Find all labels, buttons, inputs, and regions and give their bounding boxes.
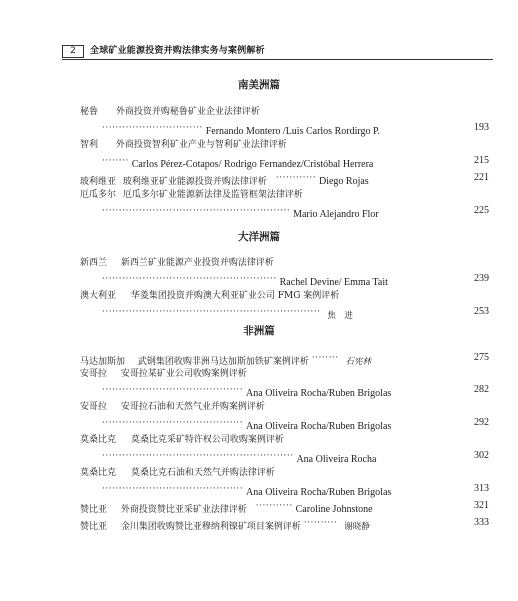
toc-entry[interactable]	[0, 290, 518, 302]
entry-author: Fernando Montero /Luis Carlos Rordirgo P.	[205, 126, 380, 137]
leader-dots: ··········································	[102, 385, 244, 395]
entry-author: Mario Alejandro Flor	[293, 209, 379, 220]
entry-title: 金川集团收购赞比亚穆纳利镍矿项目案例评析	[120, 522, 301, 532]
toc-entry[interactable]	[0, 172, 518, 187]
entry-country: 澳大利亚	[80, 291, 117, 301]
toc-entry-author-line	[0, 155, 518, 170]
toc-entry-author-line	[0, 306, 518, 321]
entry-page: 221	[474, 172, 489, 183]
entry-page: 333	[474, 517, 489, 528]
entry-country: 厄瓜多尔	[80, 190, 117, 200]
entry-title: 外商投资智利矿业产业与智利矿业法律评析	[115, 140, 287, 150]
entry-country: 安哥拉	[80, 369, 108, 379]
header-rule	[62, 59, 493, 60]
leader-dots: ························································	[102, 206, 291, 216]
entry-author: 焦 进	[327, 311, 353, 321]
toc-entry-author-line	[0, 205, 518, 220]
entry-country: 莫桑比克	[80, 435, 117, 445]
entry-page: 292	[474, 417, 489, 428]
entry-page: 215	[474, 155, 489, 166]
leader-dots: ············	[275, 173, 317, 183]
leader-dots: ··········································	[102, 418, 244, 428]
entry-page: 282	[474, 384, 489, 395]
running-header	[62, 45, 489, 58]
toc-entry[interactable]	[0, 189, 518, 201]
toc-entry[interactable]	[0, 257, 518, 269]
leader-dots: ····················································	[102, 274, 277, 284]
leader-dots: ········	[311, 353, 339, 363]
entry-title: 武钢集团收购非洲马达加斯加铁矿案例评析	[137, 357, 309, 367]
leader-dots: ·································································	[102, 307, 321, 317]
entry-author: Carlos Pérez-Cotapos/ Rodrigo Fernandez/Cristóbal Herrera	[131, 159, 374, 170]
entry-page: 239	[474, 273, 489, 284]
leader-dots: ·························································	[102, 451, 294, 461]
leader-dots: ···········	[255, 501, 293, 511]
toc-entry-author-line	[0, 450, 518, 465]
entry-author: 石宪林	[345, 357, 372, 367]
leader-dots: ··········	[303, 518, 338, 528]
entry-author: Caroline Johnstone	[295, 504, 373, 515]
entry-page: 313	[474, 483, 489, 494]
section-title-africa: 非洲篇	[243, 325, 275, 337]
entry-country: 赞比亚	[80, 505, 108, 515]
entry-title: 外商投资赞比亚采矿业法律评析	[120, 505, 247, 515]
leader-dots: ······························	[102, 123, 203, 133]
toc-entry-author-line	[0, 417, 518, 432]
toc-entry[interactable]	[0, 139, 518, 151]
leader-dots: ········	[102, 156, 129, 166]
toc-entry-author-line	[0, 273, 518, 288]
toc-entry-author-line	[0, 483, 518, 498]
entry-author: Ana Oliveira Rocha/Ruben Brigolas	[246, 421, 392, 432]
entry-author: Diego Rojas	[318, 176, 369, 187]
toc-entry[interactable]	[0, 368, 518, 380]
entry-title: 莫桑比克石油和天然气并购法律评析	[130, 468, 275, 478]
entry-author: Ana Oliveira Rocha/Ruben Brigolas	[246, 388, 392, 399]
section-title-south-america: 南美洲篇	[238, 79, 280, 91]
toc-entry[interactable]	[0, 401, 518, 413]
page-number: 2	[62, 45, 84, 58]
entry-title: 厄瓜多尔矿业能源新法律及监管框架法律评析	[122, 190, 303, 200]
toc-entry[interactable]	[0, 106, 518, 118]
entry-title: 玻利维亚矿业能源投资并购法律评析	[122, 177, 267, 187]
section-title-oceania: 大洋洲篇	[238, 231, 280, 243]
toc-entry[interactable]	[0, 500, 518, 515]
entry-country: 莫桑比克	[80, 468, 117, 478]
entry-country: 马达加斯加	[80, 357, 126, 367]
entry-country: 玻利维亚	[80, 177, 117, 187]
entry-author: Ana Oliveira Rocha	[296, 454, 377, 465]
entry-title: 新西兰矿业能源产业投资并购法律评析	[120, 258, 274, 268]
entry-page: 193	[474, 122, 489, 133]
entry-author: 谢晓静	[344, 522, 370, 532]
entry-country: 智利	[80, 140, 99, 150]
entry-page: 302	[474, 450, 489, 461]
entry-title: 安哥拉某矿业公司收购案例评析	[120, 369, 247, 379]
book-title: 全球矿业能源投资并购法律实务与案例解析	[90, 46, 265, 56]
toc-entry[interactable]	[0, 467, 518, 479]
entry-country: 安哥拉	[80, 402, 108, 412]
entry-author: Ana Oliveira Rocha/Ruben Brigolas	[246, 487, 392, 498]
leader-dots: ··········································	[102, 484, 244, 494]
entry-title: 华菱集团投资并购澳大利亚矿业公司 FMG 案例评析	[130, 291, 340, 301]
entry-title: 莫桑比克采矿特许权公司收购案例评析	[130, 435, 284, 445]
entry-country: 秘鲁	[80, 107, 99, 117]
toc-entry[interactable]	[0, 517, 518, 532]
toc-entry-author-line	[0, 384, 518, 399]
entry-title: 外商投资并购秘鲁矿业企业法律评析	[115, 107, 260, 117]
toc-entry[interactable]	[0, 434, 518, 446]
entry-page: 321	[474, 500, 489, 511]
entry-page: 225	[474, 205, 489, 216]
entry-page: 275	[474, 352, 489, 363]
toc-entry-author-line	[0, 122, 518, 137]
entry-title: 安哥拉石油和天然气业并购案例评析	[120, 402, 265, 412]
entry-country: 新西兰	[80, 258, 108, 268]
toc-entry[interactable]	[0, 352, 518, 367]
entry-page: 253	[474, 306, 489, 317]
entry-country: 赞比亚	[80, 522, 108, 532]
entry-author: Rachel Devine/ Emma Tait	[279, 277, 388, 288]
